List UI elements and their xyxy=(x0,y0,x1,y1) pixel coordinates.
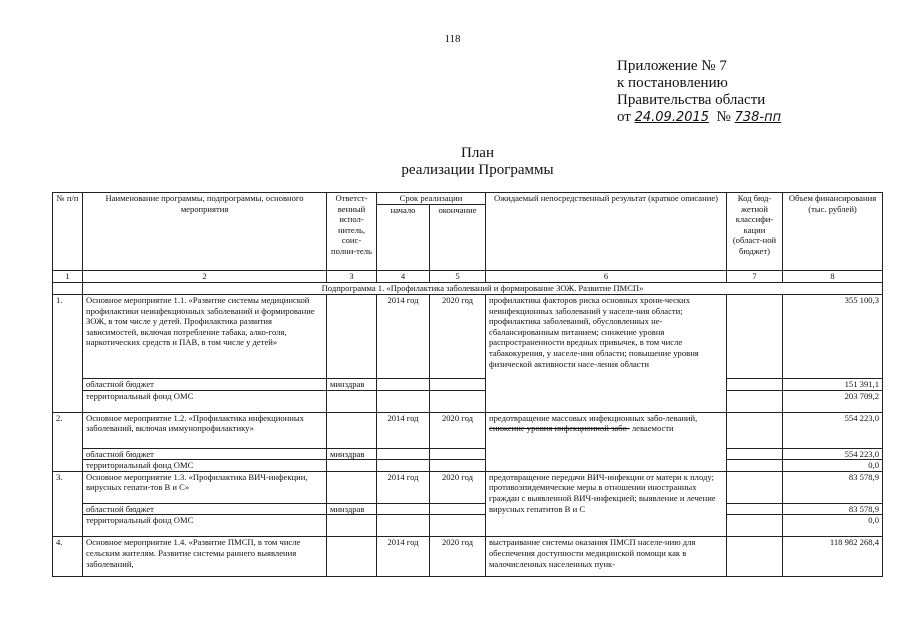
subprogram-title: Подпрограмма 1. «Профилактика заболеваний и формирование ЗОЖ. Развитие ПМСП» xyxy=(83,283,883,295)
source-name: областной бюджет xyxy=(83,503,327,515)
table-row xyxy=(53,295,883,379)
result-text-end: леваемости xyxy=(631,423,674,434)
source-responsible: минздрав xyxy=(327,448,377,460)
source-amount: 0,0 xyxy=(783,460,883,472)
source-amount: 151 391,1 xyxy=(783,379,883,391)
source-responsible xyxy=(327,390,377,412)
header-result: Ожидаемый непосредственный результат (краткое описание) xyxy=(486,193,727,271)
row-name: Основное мероприятие 1.2. «Профилактика инфекционных заболеваний, включая иммунопрофилактику» xyxy=(83,412,327,448)
result-text: предотвращение массовых инфекционных забо-леваний, xyxy=(489,412,698,423)
source-amount: 203 709,2 xyxy=(783,390,883,412)
row-name: Основное мероприятие 1.1. «Развитие системы медицинской профилактики неинфекционных заболеваний и формирование ЗОЖ, в том числе у детей. Профилактика развития зависимостей, включая потребление табака, алко-голя, наркотических средств и ПАВ, в том числе у детей» xyxy=(83,295,327,379)
header-funding: Объем финансирования (тыс. рублей) xyxy=(783,193,883,271)
source-name: территориальный фонд ОМС xyxy=(83,390,327,412)
source-amount: 0,0 xyxy=(783,515,883,537)
header-code: Код бюд-жетной классифи-кации (област-ной бюджет) xyxy=(727,193,783,271)
table-row xyxy=(53,412,883,448)
source-name: областной бюджет xyxy=(83,379,327,391)
plan-title xyxy=(0,145,905,179)
result-struck-text: снижение уровня инфекционной забо- xyxy=(489,423,630,434)
table-row xyxy=(53,471,883,503)
appendix-line-3: Правительства области xyxy=(617,92,766,108)
source-name: областной бюджет xyxy=(83,448,327,460)
appendix-line-2: к постановлению xyxy=(617,75,728,91)
table-subrow xyxy=(53,379,883,391)
row-start: 2014 год xyxy=(377,295,430,379)
header-name: Наименование программы, подпрограммы, основного мероприятия xyxy=(83,193,327,271)
title-line-2: реализации Программы xyxy=(401,162,554,178)
source-responsible xyxy=(327,515,377,537)
table-subrow xyxy=(53,460,883,472)
title-line-1: План xyxy=(460,145,494,161)
row-start: 2014 год xyxy=(377,537,430,577)
row-total: 355 100,3 xyxy=(783,295,883,379)
col-number: 4 xyxy=(377,271,430,283)
row-end: 2020 год xyxy=(430,295,486,379)
row-start: 2014 год xyxy=(377,471,430,503)
source-name: территориальный фонд ОМС xyxy=(83,460,327,472)
source-name: территориальный фонд ОМС xyxy=(83,515,327,537)
header-num: № п/п xyxy=(53,193,83,271)
row-total: 554 223,0 xyxy=(783,412,883,448)
source-responsible: минздрав xyxy=(327,379,377,391)
row-end: 2020 год xyxy=(430,471,486,503)
row-total: 83 578,9 xyxy=(783,471,883,503)
row-result: выстраивание системы оказания ПМСП населе-нию для обеспечения доступности медицинской помощи как в малочисленных населенных пунк- xyxy=(486,537,727,577)
row-num: 1. xyxy=(53,295,83,413)
subprogram-row xyxy=(53,283,883,295)
source-amount: 83 578,9 xyxy=(783,503,883,515)
row-result: профилактика факторов риска основных хрони-ческих неинфекционных заболеваний у населе-ния области; профилактика заболеваний, обусловленных не-сбалансированным питанием; снижение уровня распространенности вредных привычек, в том числе табакокурения, у населе-ния области; повышение уровня физической активности насе-ления области xyxy=(486,295,727,413)
row-name: Основное мероприятие 1.4. «Развитие ПМСП, в том числе сельским жителям. Развитие системы раннего выявления заболеваний, xyxy=(83,537,327,577)
row-end: 2020 год xyxy=(430,537,486,577)
page-number: 118 xyxy=(444,33,461,45)
row-name: Основное мероприятие 1.3. «Профилактика ВИЧ-инфекции, вирусных гепати-тов В и С» xyxy=(83,471,327,503)
col-number: 1 xyxy=(53,271,83,283)
row-end: 2020 год xyxy=(430,412,486,448)
handwritten-date: 24.09.2015 xyxy=(634,110,710,125)
plan-table xyxy=(52,192,883,577)
row-result xyxy=(486,412,727,471)
row-num: 3. xyxy=(53,471,83,537)
row-start: 2014 год xyxy=(377,412,430,448)
row-result: предотвращение передачи ВИЧ-инфекции от матери к плоду; противоэпидемические меры в отношении иностранных граждан с выявленной ВИЧ-инфекцией; выявление и лечение вирусных гепатитов В и С xyxy=(486,471,727,537)
col-number: 6 xyxy=(486,271,727,283)
col-number: 7 xyxy=(727,271,783,283)
header-row xyxy=(53,193,883,205)
handwritten-number: 738-пп xyxy=(734,110,782,125)
appendix-block xyxy=(617,58,781,126)
date-prefix: от xyxy=(617,109,631,125)
row-num: 4. xyxy=(53,537,83,577)
table-row xyxy=(53,537,883,577)
header-period: Срок реализации xyxy=(377,193,486,205)
col-number: 5 xyxy=(430,271,486,283)
source-amount: 554 223,0 xyxy=(783,448,883,460)
col-number: 2 xyxy=(83,271,327,283)
table-subrow xyxy=(53,515,883,537)
row-total: 118 982 268,4 xyxy=(783,537,883,577)
col-number: 8 xyxy=(783,271,883,283)
source-responsible: минздрав xyxy=(327,503,377,515)
row-num: 2. xyxy=(53,412,83,471)
table-subrow xyxy=(53,390,883,412)
header-end: окончание xyxy=(430,205,486,271)
source-responsible xyxy=(327,460,377,472)
table-subrow xyxy=(53,503,883,515)
table-subrow xyxy=(53,448,883,460)
header-responsible: Ответст-венный испол-нитель, соис-полни-тель xyxy=(327,193,377,271)
appendix-date-line xyxy=(617,109,781,126)
header-start: начало xyxy=(377,205,430,271)
appendix-line-1: Приложение № 7 xyxy=(617,58,727,74)
column-number-row xyxy=(53,271,883,283)
col-number: 3 xyxy=(327,271,377,283)
number-prefix: № xyxy=(716,109,731,125)
